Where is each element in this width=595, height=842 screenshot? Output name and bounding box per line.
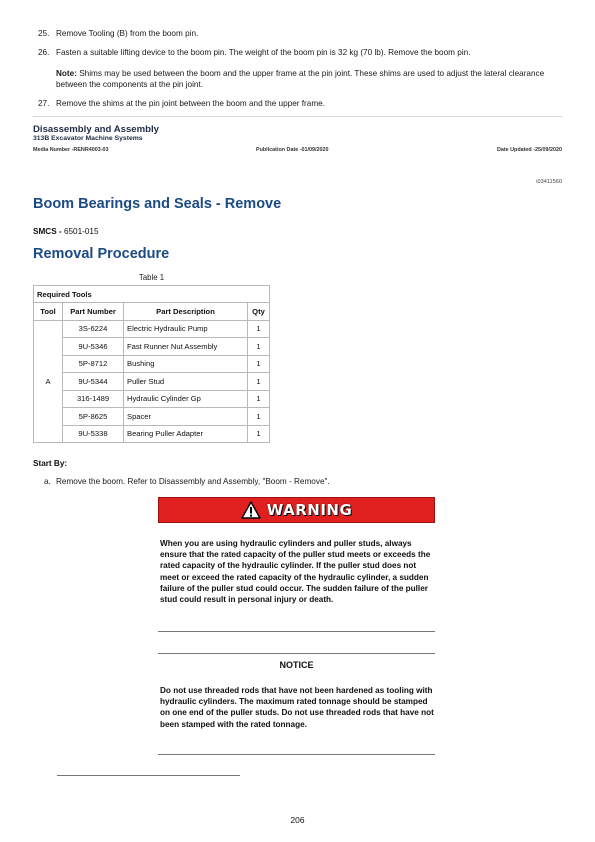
table-row	[34, 338, 270, 356]
required-tools-label: Required Tools	[34, 286, 270, 303]
note-text: Shims may be used between the boom and the upper frame at the pin joint. These shims are used to adjust the lateral clearance between the components at the pin joint.	[56, 69, 545, 89]
qty-cell: 1	[248, 390, 270, 408]
step-text: Remove Tooling (B) from the boom pin.	[56, 29, 199, 38]
step-25	[38, 28, 198, 39]
part-number-cell: 5P-8625	[63, 408, 124, 426]
part-number-cell: 316-1489	[63, 390, 124, 408]
part-number-cell: 9U-5338	[63, 425, 124, 443]
note-label: Note:	[56, 69, 77, 78]
part-description-cell: Hydraulic Cylinder Gp	[124, 390, 248, 408]
notice-text: Do not use threaded rods that have not been hardened as tooling with hydraulic cylinders. The maximum rated tonnage should be stamped on one end of the puller studs. Do not use threaded rods that have not been stamped with the rated tonnage.	[160, 686, 434, 729]
notice-top-rule	[158, 653, 435, 654]
section-title: Boom Bearings and Seals - Remove	[33, 196, 282, 212]
page-number: 206	[290, 815, 305, 825]
procedure-title: Removal Procedure	[33, 246, 170, 262]
required-tools-table	[33, 285, 270, 443]
step-letter: a.	[44, 477, 51, 486]
part-description-cell: Bearing Puller Adapter	[124, 425, 248, 443]
table-row	[34, 390, 270, 408]
part-number-cell: 9U-5346	[63, 338, 124, 356]
column-header-part-number: Part Number	[63, 303, 124, 321]
table-header-row	[34, 303, 270, 321]
media-number: Media Number -RENR4003-03	[33, 147, 109, 153]
part-description-cell: Fast Runner Nut Assembly	[124, 338, 248, 356]
table-row	[34, 373, 270, 391]
reference-id: i03411560	[536, 179, 562, 185]
step-text: Remove the shims at the pin joint between the boom and the upper frame.	[56, 99, 325, 108]
part-number-cell: 5P-8712	[63, 355, 124, 373]
tool-letter-cell: A	[34, 320, 63, 443]
qty-cell: 1	[248, 425, 270, 443]
publication-date: Publication Date -01/09/2020	[256, 147, 329, 153]
step-number: 26.	[38, 48, 50, 57]
step-text: Fasten a suitable lifting device to the boom pin. The weight of the boom pin is 32 kg (70 lb). Remove the boom pin.	[56, 48, 471, 57]
footnote-rule	[57, 775, 240, 776]
qty-cell: 1	[248, 320, 270, 338]
document-title: Disassembly and Assembly	[33, 124, 160, 135]
start-by-label: Start By:	[33, 459, 68, 468]
qty-cell: 1	[248, 408, 270, 426]
qty-cell: 1	[248, 338, 270, 356]
part-description-cell: Spacer	[124, 408, 248, 426]
qty-cell: 1	[248, 355, 270, 373]
table-title-row	[34, 286, 270, 303]
column-header-tool: Tool	[34, 303, 63, 321]
table-row	[34, 320, 270, 338]
table-caption: Table 1	[138, 273, 165, 282]
step-number: 25.	[38, 29, 50, 38]
qty-cell: 1	[248, 373, 270, 391]
smcs-value: 6501-015	[63, 227, 99, 236]
step-26	[38, 47, 470, 58]
table-row	[34, 355, 270, 373]
warning-text: When you are using hydraulic cylinders and puller studs, always ensure that the rated capacity of the puller stud meets or exceeds the rated capacity of the hydraulic cylinder. If the puller stud does not meet or exceed the rated capacity of the hydraulic cylinder, a sudden failure of the puller stud could occur. The sudden failure of the puller stud could result in personal injury or death.	[160, 539, 431, 605]
column-header-qty: Qty	[248, 303, 270, 321]
part-description-cell: Puller Stud	[124, 373, 248, 391]
step-text: Remove the boom. Refer to Disassembly and Assembly, "Boom - Remove".	[56, 477, 330, 486]
document-subtitle: 313B Excavator Machine Systems	[33, 135, 143, 142]
step-27	[38, 98, 325, 109]
notice-title: NOTICE	[279, 660, 314, 670]
part-description-cell: Bushing	[124, 355, 248, 373]
table-row	[34, 425, 270, 443]
smcs-code	[33, 227, 99, 236]
column-header-part-description: Part Description	[124, 303, 248, 321]
step-number: 27.	[38, 99, 50, 108]
warning-label: WARNING	[266, 501, 353, 519]
date-updated: Date Updated -25/09/2020	[496, 147, 562, 153]
divider	[33, 116, 562, 117]
warning-triangle-icon	[241, 501, 261, 519]
notice-bottom-rule	[158, 754, 435, 755]
table-row	[34, 408, 270, 426]
warning-bottom-rule	[158, 631, 435, 632]
note-paragraph	[56, 68, 561, 90]
part-description-cell: Electric Hydraulic Pump	[124, 320, 248, 338]
smcs-label: SMCS -	[33, 227, 62, 236]
warning-banner	[158, 497, 435, 523]
part-number-cell: 3S-6224	[63, 320, 124, 338]
part-number-cell: 9U-5344	[63, 373, 124, 391]
start-by-item	[44, 477, 330, 486]
